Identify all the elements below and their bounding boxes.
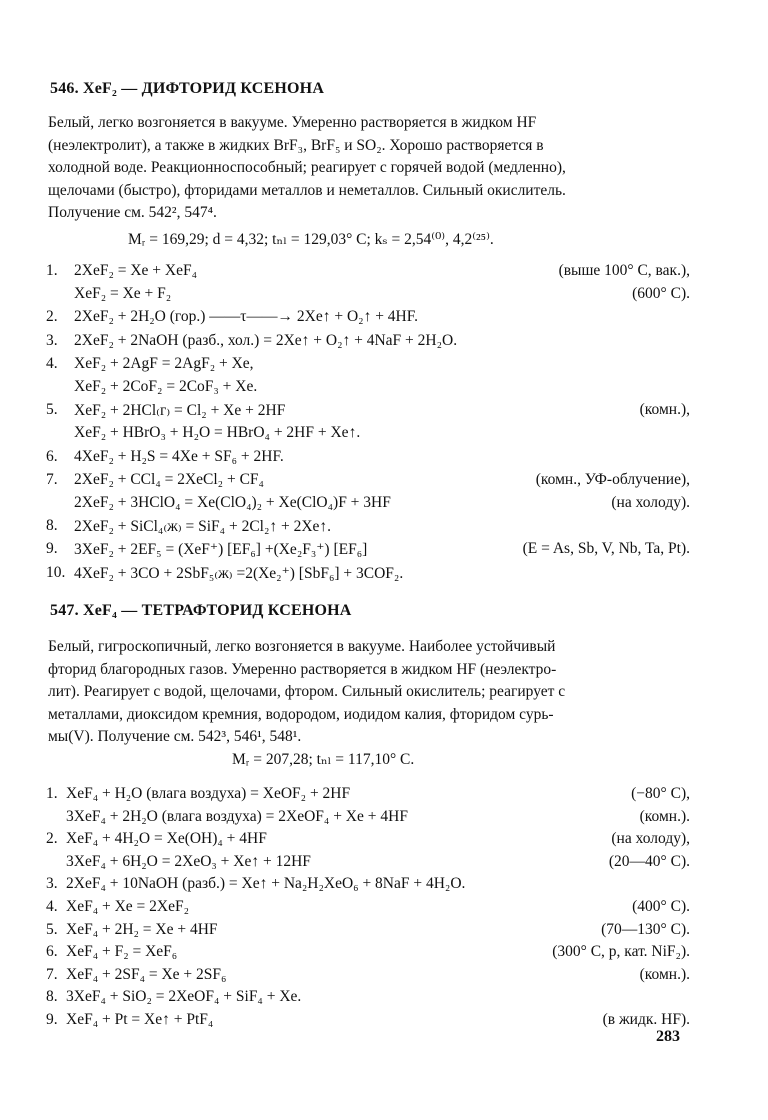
reaction-row: [46, 1011, 690, 1033]
reaction-number: 1.: [46, 262, 58, 279]
reaction-number: 9.: [46, 1011, 58, 1028]
description-line: лит). Реагирует с водой, щелочами, фтором. Сильный окислитель; реагирует с: [48, 683, 566, 700]
reaction-row: [46, 285, 690, 307]
reaction-equation: XeF₄ + H₂O (влага воздуха) = XeOF₂ + 2HF: [66, 785, 351, 802]
reaction-number: 6.: [46, 943, 58, 961]
reaction-conditions: (на холоду).: [611, 494, 690, 511]
section-547-properties: Mᵣ = 207,28; tₙₗ = 117,10° C.: [232, 751, 415, 768]
reaction-conditions: (20—40° C).: [608, 852, 690, 870]
reaction-row: [46, 966, 690, 988]
reaction-conditions: (выше 100° C, вак.),: [558, 262, 690, 279]
reaction-row: [46, 262, 690, 284]
reaction-number: 6.: [46, 447, 58, 465]
reaction-equation: XeF₄ + 2H₂ = Xe + 4HF: [66, 920, 218, 938]
reaction-row: [46, 875, 690, 897]
reaction-equation: XeF₄ + 4H₂O = Xe(OH)₄ + 4HF: [66, 830, 267, 848]
reaction-equation: 2XeF₂ + 2H₂O (гор.) ——τ——→ 2Xe↑ + O₂↑ + 4HF.: [74, 308, 419, 326]
reaction-conditions: (на холоду),: [611, 830, 690, 848]
reaction-conditions: (−80° C),: [631, 785, 690, 802]
reaction-number: 10.: [46, 563, 66, 581]
reaction-row: [46, 308, 690, 330]
description-line: металлами, диоксидом кремния, водородом, иодидом калия, фторидом сурь-: [48, 705, 554, 723]
reaction-row: [46, 401, 690, 423]
reaction-row: [46, 853, 690, 875]
reaction-equation: XeF₄ + F₂ = XeF₆: [66, 943, 178, 961]
reaction-equation: XeF₂ + HBrO₃ + H₂O = HBrO₄ + 2HF + Xe↑.: [74, 424, 361, 442]
reaction-number: 3.: [46, 875, 58, 893]
reaction-conditions: (комн.).: [639, 965, 690, 983]
reaction-equation: XeF₄ + Pt = Xe↑ + PtF₄: [66, 1011, 214, 1028]
reaction-row: [46, 830, 690, 852]
reaction-equation: XeF₂ + 2AgF = 2AgF₂ + Xe,: [74, 354, 254, 372]
reaction-number: 7.: [46, 470, 58, 488]
reaction-conditions: (комн., УФ-облучение),: [535, 470, 690, 488]
section-546-description: [48, 112, 688, 225]
reaction-equation: XeF₂ + 2CoF₂ = 2CoF₃ + Xe.: [74, 378, 258, 395]
reaction-equation: XeF₄ + Xe = 2XeF₂: [66, 898, 190, 915]
description-line: холодной воде. Реакционноспособный; реагирует с горячей водой (медленно),: [48, 159, 566, 176]
reaction-equation: 2XeF₂ + SiCl₄₍ж₎ = SiF₄ + 2Cl₂↑ + 2Xe↑.: [74, 518, 332, 536]
reaction-equation: 2XeF₂ = Xe + XeF₄: [74, 262, 198, 279]
reaction-number: 8.: [46, 517, 58, 535]
reaction-equation: 3XeF₄ + 6H₂O = 2XeO₃ + Xe↑ + 12HF: [66, 852, 311, 870]
reaction-equation: XeF₄ + 2SF₄ = Xe + 2SF₆: [66, 965, 227, 983]
reaction-row: [46, 921, 690, 943]
reaction-conditions: (в жидк. HF).: [602, 1011, 690, 1028]
section-546-heading: 546. XeF₂ — ДИФТОРИД КСЕНОНА: [50, 80, 325, 97]
reaction-conditions: (600° C).: [632, 285, 690, 303]
reaction-number: 7.: [46, 965, 58, 983]
reaction-equation: 2XeF₂ + 3HClO₄ = Xe(ClO₄)₂ + Xe(ClO₄)F + 3HF: [74, 494, 391, 511]
reaction-number: 2.: [46, 308, 58, 326]
reaction-row: [46, 898, 690, 920]
reaction-equation: XeF₂ + 2HCl₍г₎ = Cl₂ + Xe + 2HF: [74, 402, 286, 420]
reaction-row: [46, 785, 690, 807]
reaction-equation: XeF₂ = Xe + F₂: [74, 285, 172, 303]
description-line: щелочами (быстро), фторидами металлов и неметаллов. Сильный окислитель.: [48, 181, 566, 199]
reaction-row: [46, 494, 690, 516]
reaction-number: 5.: [46, 920, 58, 938]
reaction-equation: 3XeF₄ + SiO₂ = 2XeOF₄ + SiF₄ + Xe.: [66, 988, 302, 1006]
reaction-number: 1.: [46, 785, 58, 802]
reaction-row: [46, 943, 690, 965]
reaction-equation: 3XeF₂ + 2EF₅ = (XeF⁺) [EF₆] +(Xe₂F₃⁺) [EF₆]: [74, 541, 368, 559]
reaction-row: [46, 517, 690, 539]
reaction-number: 5.: [46, 401, 58, 419]
reaction-conditions: (комн.).: [639, 807, 690, 825]
reaction-row: [46, 448, 690, 470]
reaction-number: 9.: [46, 540, 58, 558]
page-number: 283: [656, 1028, 680, 1045]
reaction-row: [46, 808, 690, 830]
reaction-conditions: (400° C).: [632, 898, 690, 915]
reaction-number: 2.: [46, 830, 58, 848]
reaction-equation: 2XeF₂ + CCl₄ = 2XeCl₂ + CF₄: [74, 470, 264, 488]
reaction-conditions: (300° C, p, кат. NiF₂).: [552, 943, 690, 961]
description-line: Белый, легко возгоняется в вакууме. Умеренно растворяется в жидком HF: [48, 114, 537, 131]
reaction-conditions: (70—130° C).: [601, 920, 690, 938]
reaction-row: [46, 564, 690, 586]
section-547-heading: 547. XeF₄ — ТЕТРАФТОРИД КСЕНОНА: [50, 602, 352, 619]
reaction-equation: 2XeF₄ + 10NaOH (разб.) = Xe↑ + Na₂H₂XeO₆ + 8NaF + 4H₂O.: [66, 875, 466, 893]
reaction-equation: 2XeF₂ + 2NaOH (разб., хол.) = 2Xe↑ + O₂↑ + 4NaF + 2H₂O.: [74, 331, 458, 349]
description-line: (неэлектролит), а также в жидких BrF₃, BrF₅ и SO₂. Хорошо растворяется в: [48, 136, 544, 154]
description-line: фторид благородных газов. Умеренно растворяется в жидком HF (неэлектро-: [48, 660, 557, 678]
reaction-row: [46, 355, 690, 377]
section-546-properties: Mᵣ = 169,29; d = 4,32; tₙₗ = 129,03° C; kₛ = 2,54⁽⁰⁾, 4,2⁽²⁵⁾.: [128, 231, 494, 248]
reaction-number: 4.: [46, 354, 58, 372]
reaction-number: 4.: [46, 898, 58, 915]
reaction-equation: 3XeF₄ + 2H₂O (влага воздуха) = 2XeOF₄ + Xe + 4HF: [66, 807, 408, 825]
reaction-row: [46, 378, 690, 400]
reaction-row: [46, 471, 690, 493]
description-line: Белый, гигроскопичный, легко возгоняется в вакууме. Наиболее устойчивый: [48, 638, 556, 655]
reaction-equation: 4XeF₂ + H₂S = 4Xe + SF₆ + 2HF.: [74, 447, 284, 465]
reaction-row: [46, 424, 690, 446]
description-line: Получение см. 542², 547⁴.: [48, 204, 217, 221]
reaction-number: 3.: [46, 331, 58, 349]
reaction-row: [46, 988, 690, 1010]
reaction-number: 8.: [46, 988, 58, 1006]
reaction-conditions: (E = As, Sb, V, Nb, Ta, Pt).: [522, 540, 690, 558]
reaction-row: [46, 540, 690, 562]
reaction-equation: 4XeF₂ + 3CO + 2SbF₅₍ж₎ =2(Xe₂⁺) [SbF₆] + 3COF₂.: [74, 564, 404, 582]
section-547-description: [48, 636, 688, 749]
description-line: мы(V). Получение см. 542³, 546¹, 548¹.: [48, 728, 302, 745]
reaction-row: [46, 332, 690, 354]
reaction-conditions: (комн.),: [639, 401, 690, 419]
